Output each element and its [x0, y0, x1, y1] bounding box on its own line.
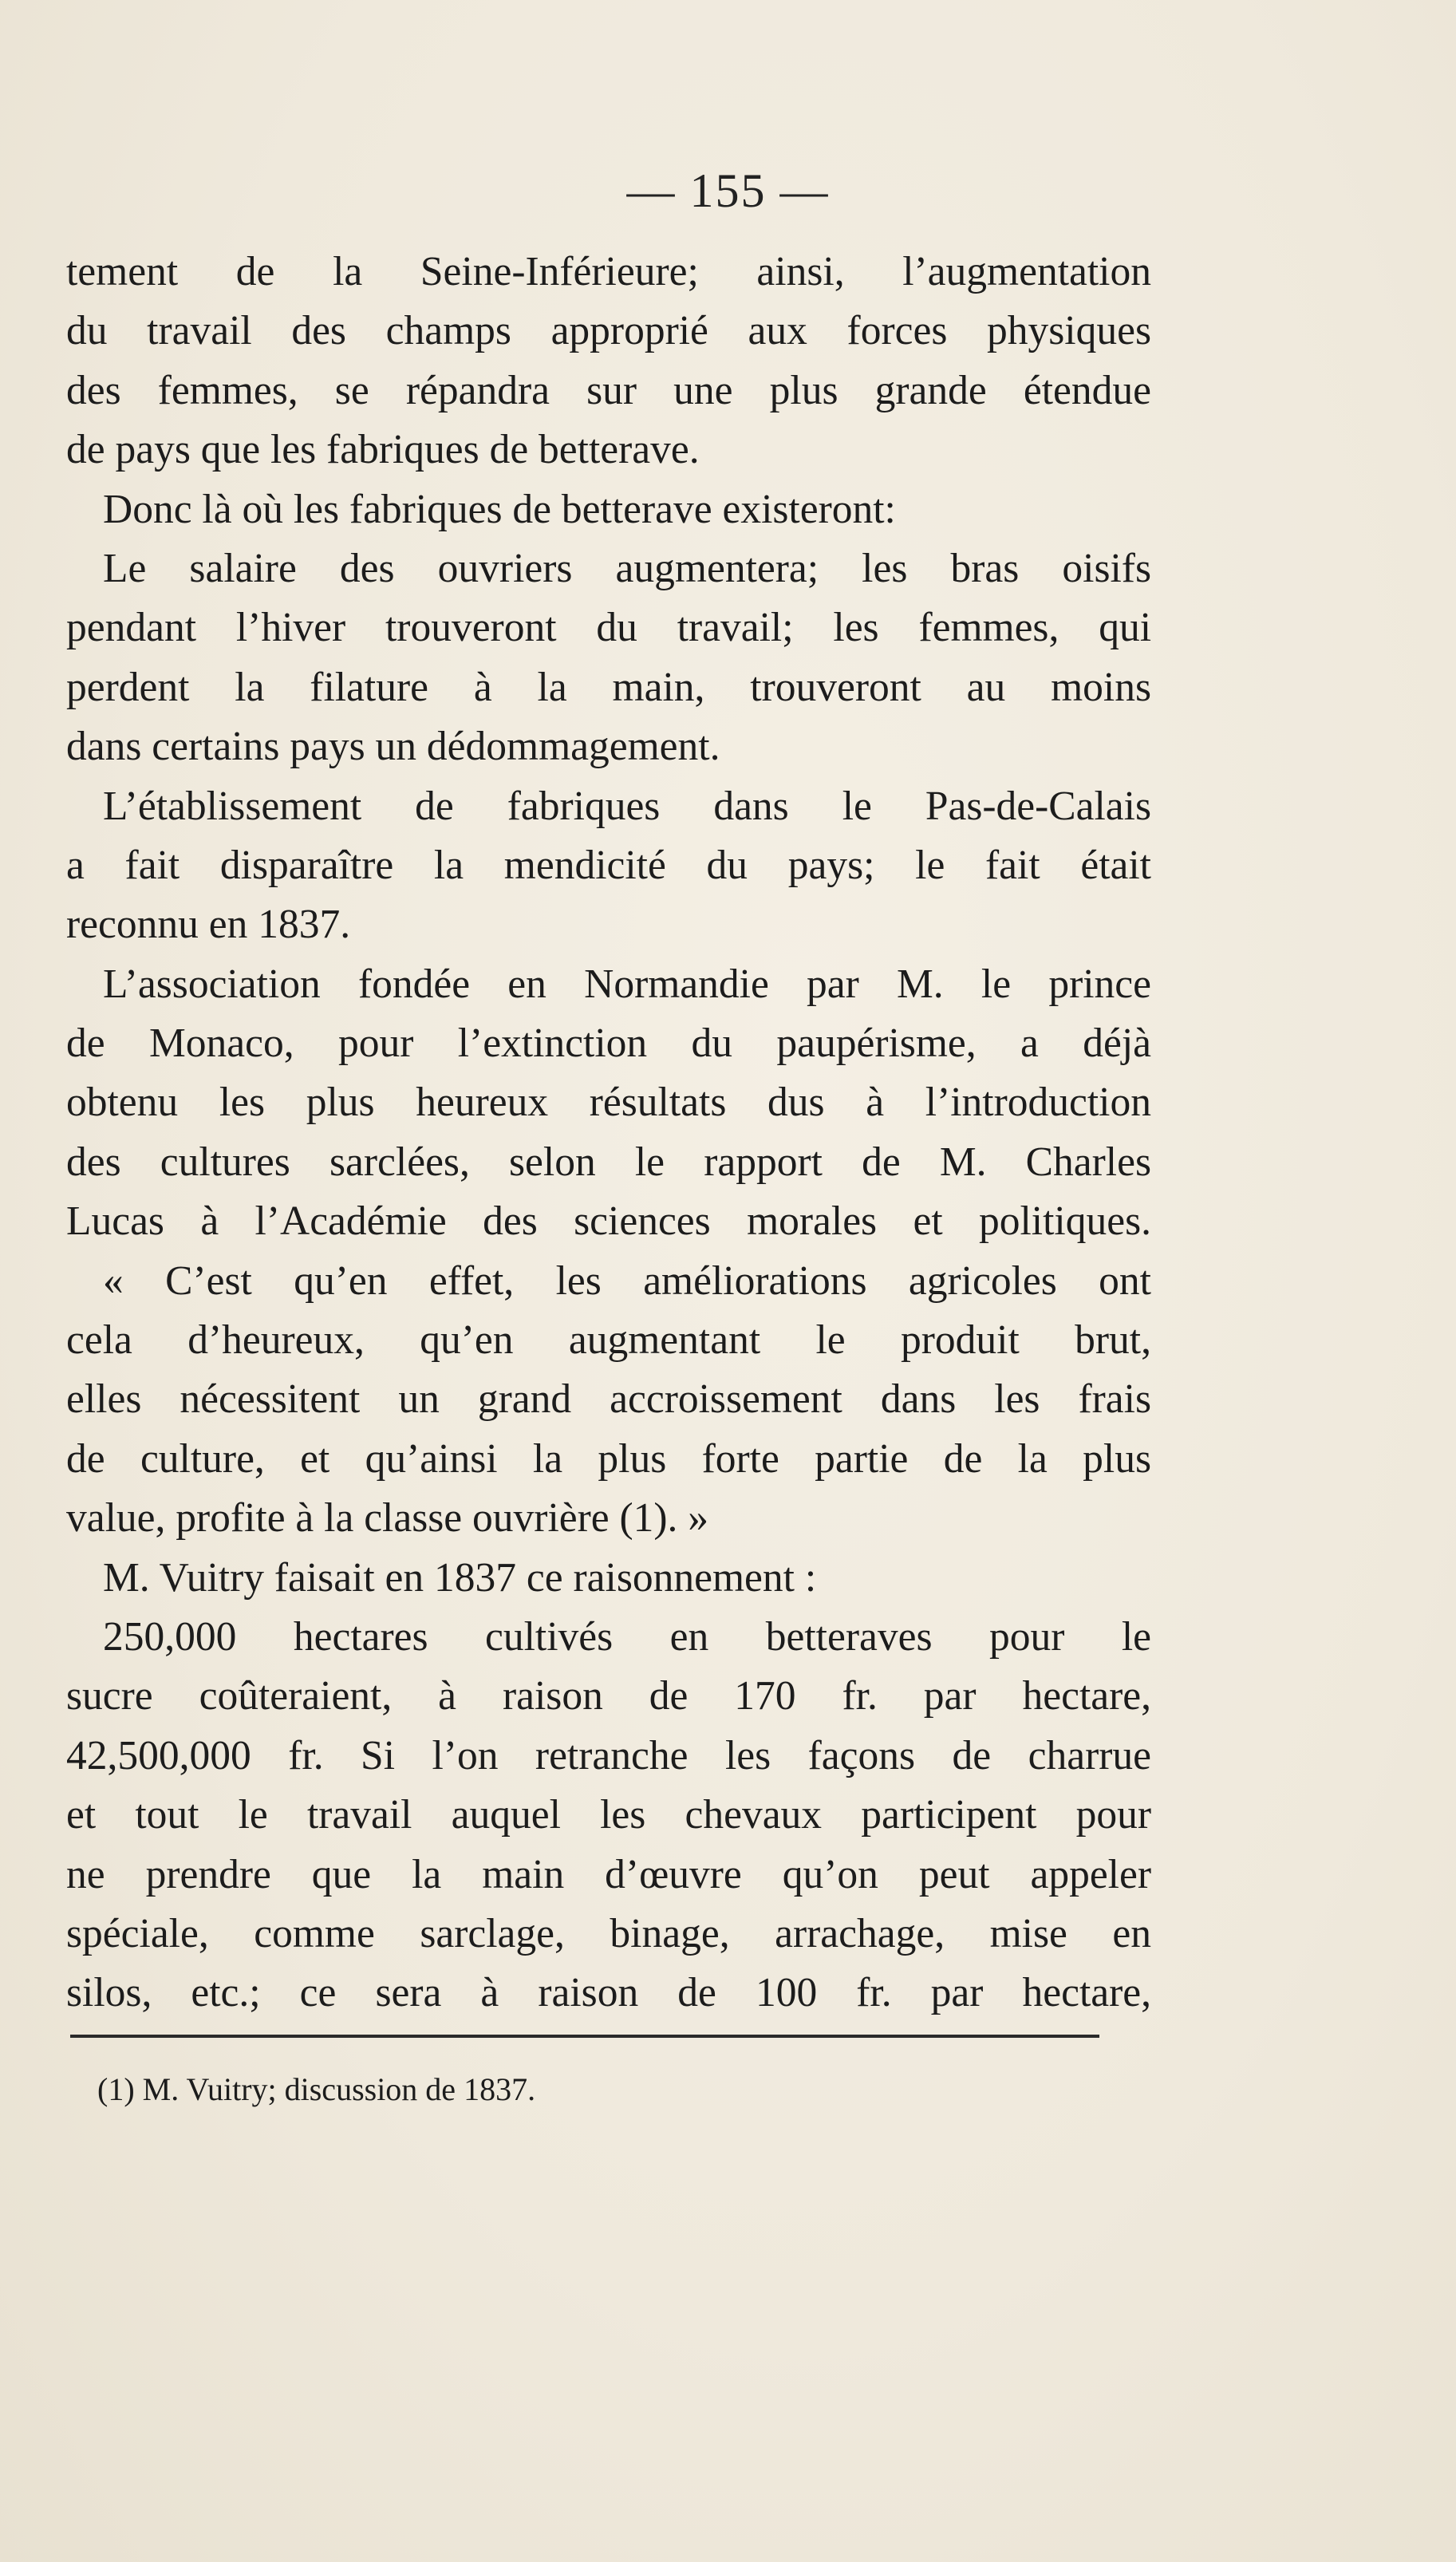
text-line: de Monaco, pour l’extinction du paupérisme, a déjà [66, 1020, 1151, 1067]
text-line: L’établissement de fabriques dans le Pas-de-Calais [103, 783, 1151, 829]
text-line: des cultures sarclées, selon le rapport de M. Charles [66, 1139, 1151, 1185]
main-text [66, 243, 1151, 2023]
text-line: des femmes, se répandra sur une plus grande étendue [66, 367, 1151, 413]
text-line: 250,000 hectares cultivés en betteraves pour le [103, 1613, 1151, 1660]
text-line: perdent la filature à la main, trouveront au moins [66, 664, 1151, 710]
text-line: Lucas à l’Académie des sciences morales et politiques. [66, 1198, 1151, 1245]
text-line: cela d’heureux, qu’en augmentant le produit brut, [66, 1317, 1151, 1364]
text-line: M. Vuitry faisait en 1837 ce raisonnement : [103, 1554, 817, 1601]
text-line: elles nécessitent un grand accroissement dans les frais [66, 1376, 1151, 1423]
footnote: (1) M. Vuitry; discussion de 1837. [97, 2071, 536, 2107]
text-line: tement de la Seine-Inférieure; ainsi, l’augmentation [66, 249, 1151, 294]
text-line: silos, etc.; ce sera à raison de 100 fr. par hectare, [66, 1970, 1151, 2016]
text-line: 42,500,000 fr. Si l’on retranche les façons de charrue [66, 1732, 1151, 1778]
text-line: dans certains pays un dédommagement. [66, 724, 720, 770]
text-line: du travail des champs approprié aux forces physiques [66, 308, 1151, 354]
text-line: de culture, et qu’ainsi la plus forte partie de la plus [66, 1435, 1151, 1482]
text-line: sucre coûteraient, à raison de 170 fr. par hectare, [66, 1673, 1151, 1719]
text-line: Donc là où les fabriques de betterave existeront: [103, 486, 896, 532]
text-line: Le salaire des ouvriers augmentera; les bras oisifs [103, 545, 1151, 591]
text-line: obtenu les plus heureux résultats dus à l’introduction [66, 1080, 1151, 1126]
footnote-divider [70, 2035, 1099, 2038]
text-line: pendant l’hiver trouveront du travail; les femmes, qui [66, 605, 1151, 651]
text-line: de pays que les fabriques de betterave. [66, 427, 700, 473]
page-number: — 155 — [626, 164, 830, 217]
text-line: value, profite à la classe ouvrière (1). » [66, 1495, 709, 1542]
text-line: et tout le travail auquel les chevaux participent pour [66, 1792, 1151, 1838]
text-line: « C’est qu’en effet, les améliorations agricoles ont [103, 1257, 1151, 1304]
text-line: a fait disparaître la mendicité du pays; le fait était [66, 842, 1151, 888]
text-line: spéciale, comme sarclage, binage, arrachage, mise en [66, 1910, 1151, 1956]
text-line: reconnu en 1837. [66, 902, 351, 948]
text-line: ne prendre que la main d’œuvre qu’on peut appeler [66, 1851, 1151, 1897]
text-line: L’association fondée en Normandie par M. le prince [103, 961, 1151, 1007]
